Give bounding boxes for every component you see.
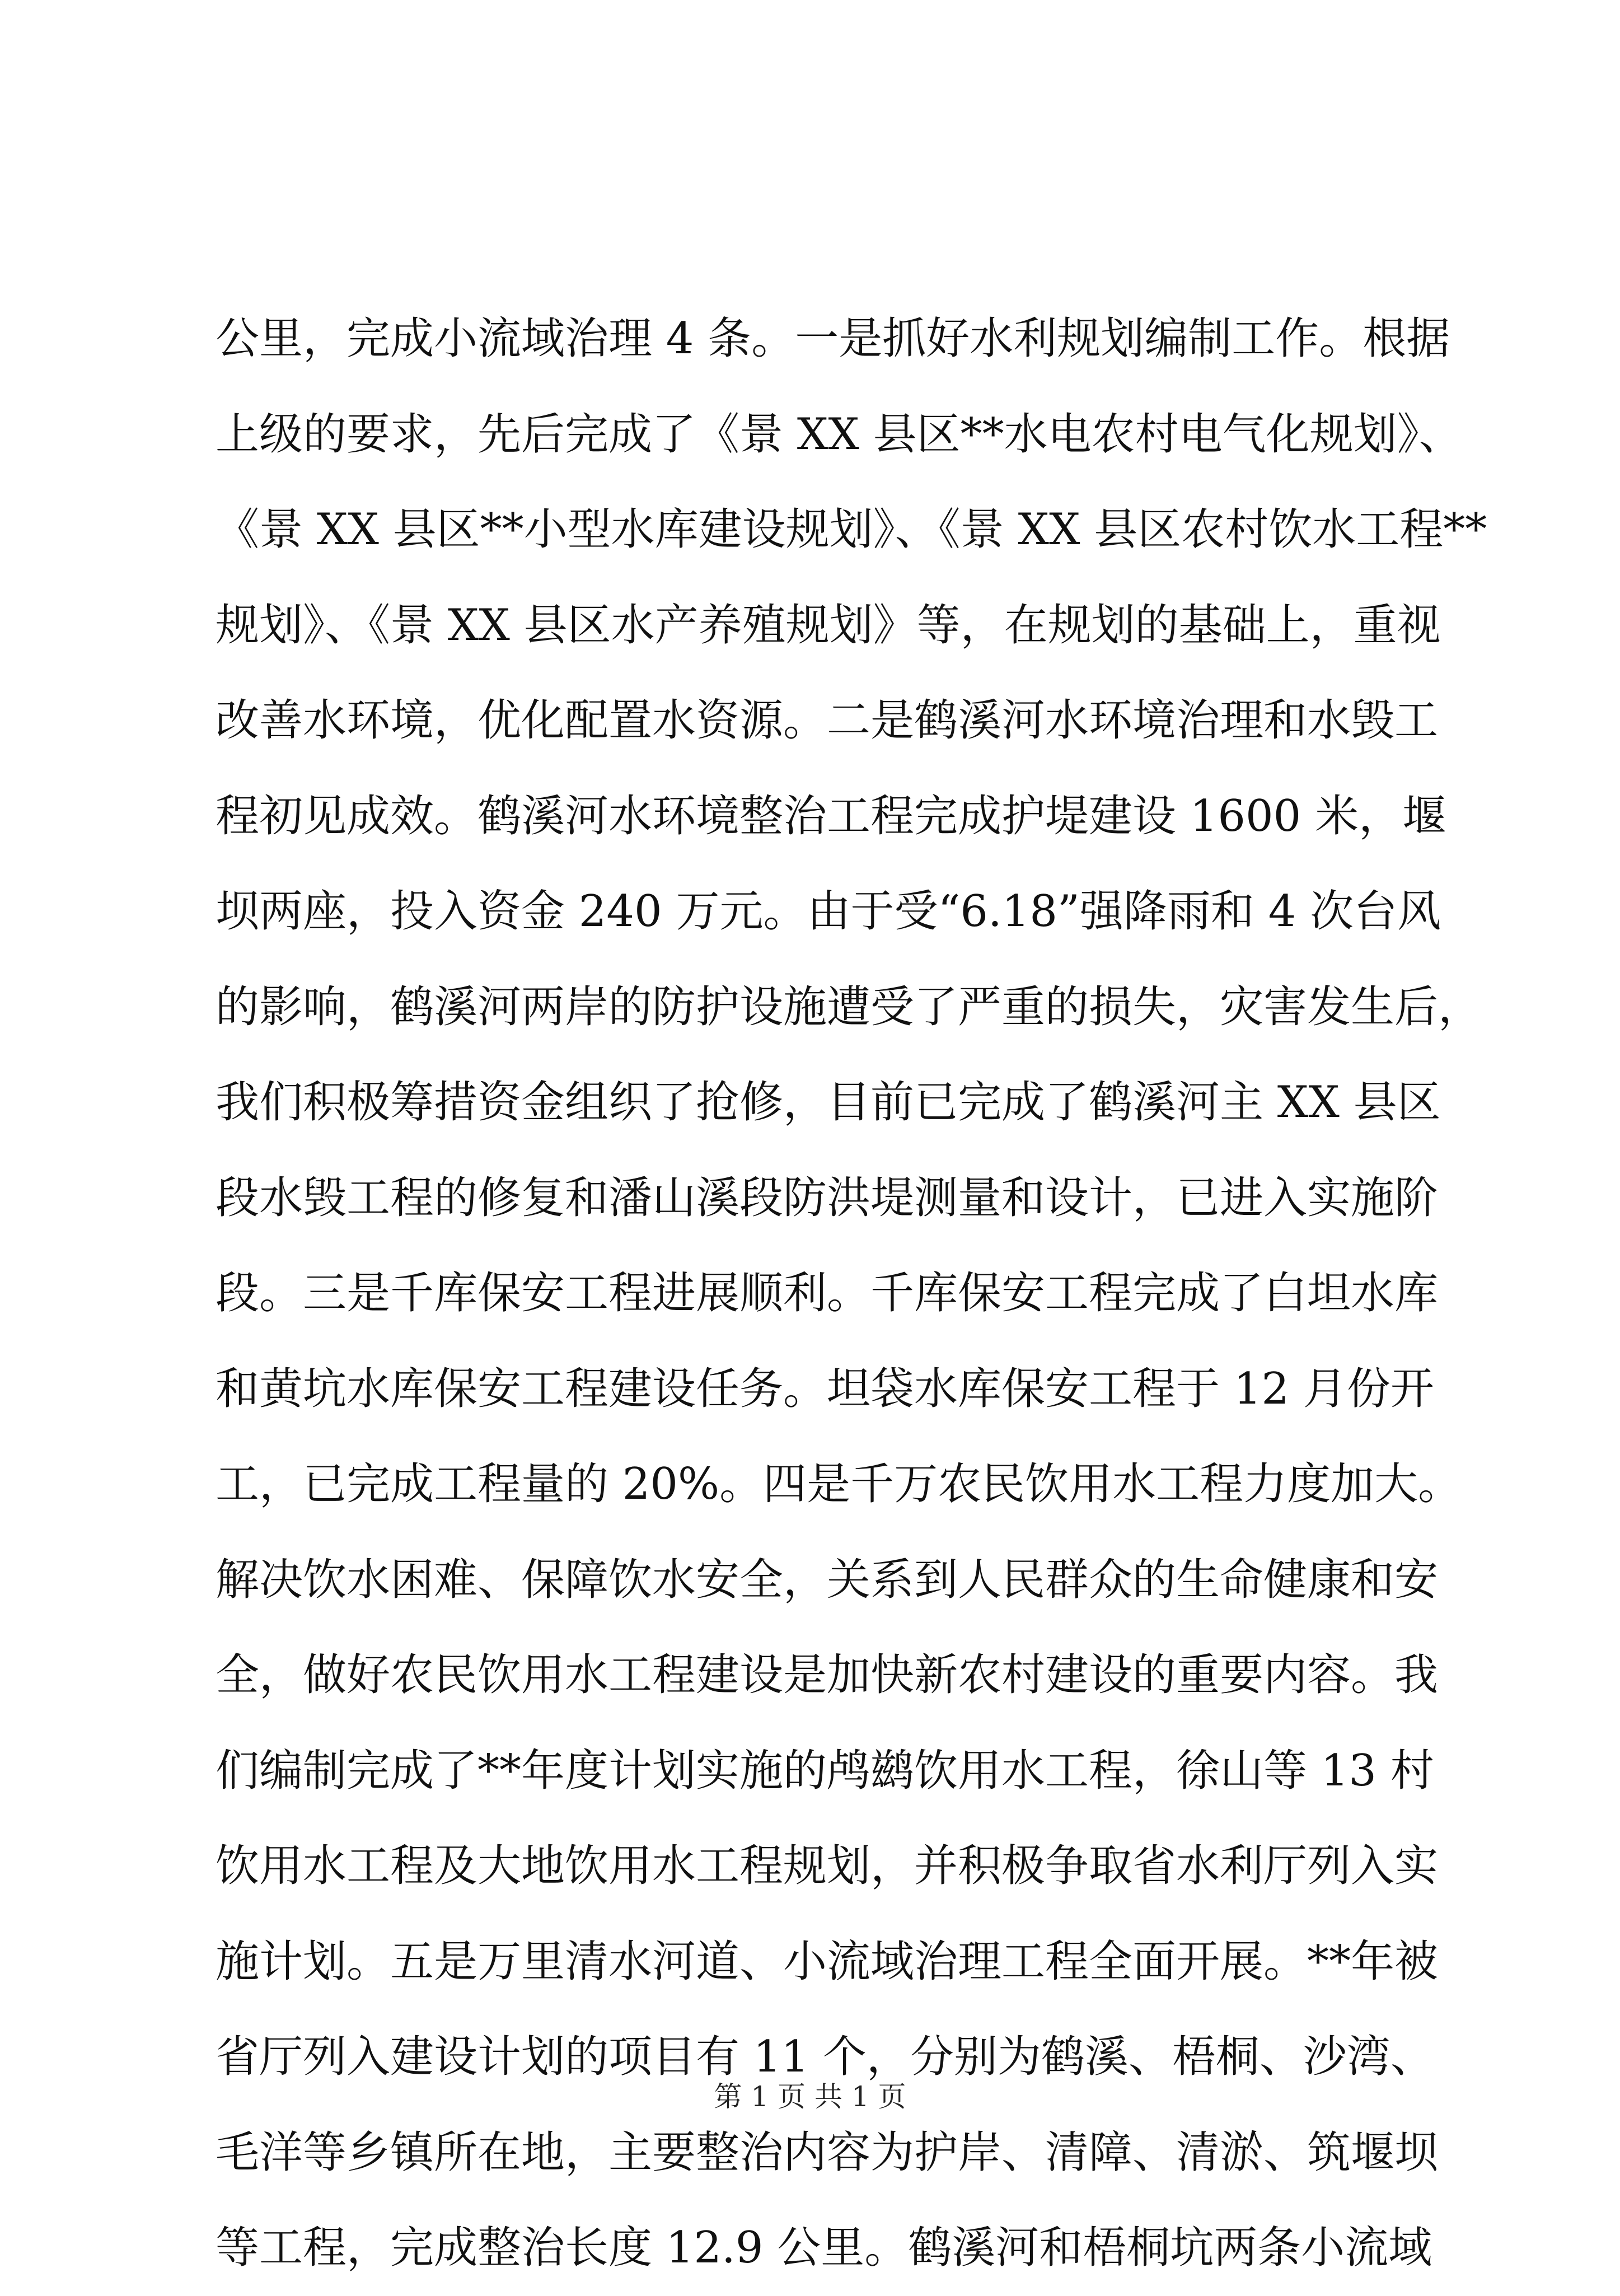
body-text xyxy=(216,291,1487,2296)
text-line: 工，已完成工程量的 20%。四是千万农民饮用水工程力度加大。 xyxy=(216,1459,1462,1509)
page-number-footer: 第 1 页 共 1 页 xyxy=(714,2080,906,2113)
text-line: 上级的要求，先后完成了《景 XX 县区**水电农村电气化规划》、 xyxy=(216,409,1463,460)
text-line: 施计划。五是万里清水河道、小流域治理工程全面开展。**年被 xyxy=(216,1936,1439,1987)
text-line: 等工程，完成整治长度 12.9 公里。鹤溪河和梧桐坑两条小流域 xyxy=(216,2223,1432,2273)
text-line: 公里，完成小流域治理 4 条。一是抓好水利规划编制工作。根据 xyxy=(216,314,1450,364)
text-line: 段水毁工程的修复和潘山溪段防洪堤测量和设计，已进入实施阶 xyxy=(216,1172,1439,1223)
text-line: 规划》、《景 XX 县区水产养殖规划》等，在规划的基础上，重视 xyxy=(216,600,1441,651)
text-line: 程初见成效。鹤溪河水环境整治工程完成护堤建设 1600 米，堰 xyxy=(216,791,1446,841)
text-line: 毛洋等乡镇所在地，主要整治内容为护岸、清障、清淤、筑堰坝 xyxy=(216,2127,1439,2178)
text-line: 改善水环境，优化配置水资源。二是鹤溪河水环境治理和水毁工 xyxy=(216,695,1439,746)
text-line: 们编制完成了**年度计划实施的鸬鹚饮用水工程，徐山等 13 村 xyxy=(216,1745,1434,1796)
text-line: 省厅列入建设计划的项目有 11 个，分别为鹤溪、梧桐、沙湾、 xyxy=(216,2032,1434,2082)
text-line: 饮用水工程及大地饮用水工程规划，并积极争取省水利厅列入实 xyxy=(216,1841,1439,1891)
text-line: 坝两座，投入资金 240 万元。由于受“6.18”强降雨和 4 次台风 xyxy=(216,886,1441,937)
text-line: 我们积极筹措资金组织了抢修，目前已完成了鹤溪河主 XX 县区 xyxy=(216,1077,1441,1128)
text-line: 的影响，鹤溪河两岸的防护设施遭受了严重的损失，灾害发生后， xyxy=(216,981,1482,1032)
text-line: 全，做好农民饮用水工程建设是加快新农村建设的重要内容。我 xyxy=(216,1650,1439,1700)
text-line: 段。三是千库保安工程进展顺利。千库保安工程完成了白坦水库 xyxy=(216,1268,1439,1318)
text-line: 和黄坑水库保安工程建设任务。坦袋水库保安工程于 12 月份开 xyxy=(216,1363,1434,1414)
text-line: 《景 XX 县区**小型水库建设规划》、《景 XX 县区农村饮水工程** xyxy=(216,504,1487,555)
text-line: 解决饮水困难、保障饮水安全，关系到人民群众的生命健康和安 xyxy=(216,1554,1439,1605)
